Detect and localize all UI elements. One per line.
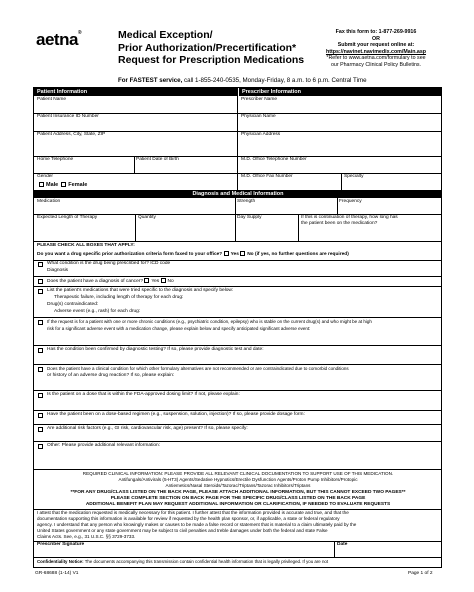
- fax-line-1: Fax this form to: 1-877-269-9916: [335, 29, 417, 35]
- day-supply-label: Day Supply: [237, 215, 262, 220]
- continuation-label-2: the patient been on the medication?: [301, 221, 378, 226]
- dob-label: Patient Date of Birth: [136, 157, 179, 162]
- office-phone-label: M.D. Office Telephone Number: [241, 157, 307, 162]
- q7b-text: or history of an adverse drug reaction? If so, please explain:: [47, 373, 175, 378]
- quantity-label: Quantity: [138, 215, 156, 220]
- logo-mark: ®: [77, 30, 82, 36]
- fax-line-5: *Refer to www.aetna.com/formulary to see: [326, 55, 426, 62]
- required-line-2: Antifungals/Antivirals (5-HT3) Agents/Sedative Hypnotics/Erectile Dysfunction Agents/Proton Pump Inhibitors/Protopic: [118, 477, 358, 482]
- divider: [337, 198, 338, 214]
- prescriber-signature-label: Prescriber Signature: [37, 542, 85, 547]
- center-divider: [237, 88, 238, 190]
- divider: [34, 317, 442, 318]
- continuation-label-1: If this is continuation of therapy, how long has: [301, 215, 398, 220]
- prescriber-name-label: Prescriber Name: [241, 97, 277, 102]
- navinet-link[interactable]: https://navinet.navimedix.com/Main.asp: [325, 48, 427, 55]
- divider: [34, 441, 442, 442]
- q1-yes-checkbox[interactable]: [224, 251, 229, 256]
- attest-line-5: Claims Acts. See, e.g., 31 U.S.C. §§ 3729-3733.: [37, 534, 136, 539]
- title-line-2: Prior Authorization/Precertification*: [118, 41, 297, 54]
- female-label: Female: [68, 182, 88, 188]
- fax-instructions: [310, 29, 442, 69]
- attest-line-3: agency. I understand that any person who knowingly makes or causes to be made a false record or statement that is material to a claim ultimately paid by the: [37, 522, 357, 527]
- divider: [341, 173, 342, 190]
- title-line-3: Request for Prescription Medications: [118, 54, 305, 66]
- fastest-service: [118, 77, 367, 84]
- q1-yes-label: Yes: [230, 251, 239, 257]
- patient-header: Patient Information: [34, 88, 238, 96]
- gender-options: [39, 182, 87, 188]
- patient-name-label: Patient Name: [37, 97, 67, 102]
- q11-checkbox[interactable]: [38, 444, 43, 449]
- patient-insurance-label: Patient Insurance ID Number: [37, 114, 99, 119]
- strength-label: Strength: [237, 199, 256, 204]
- check-all-heading: PLEASE CHECK ALL BOXES THAT APPLY:: [37, 243, 135, 248]
- q9-checkbox[interactable]: [38, 413, 43, 418]
- physician-name-label: Physician Name: [241, 114, 276, 119]
- q3-yes-label: Yes: [151, 278, 160, 284]
- divider: [34, 364, 442, 365]
- required-line-1: REQUIRED CLINICAL INFORMATION: PLEASE PROVIDE ALL RELEVANT CLINICAL DOCUMENTATION TO SUPPORT USE OF THIS MEDICATION.: [82, 471, 394, 476]
- q5b-text: risk for a significant adverse event with a medication change, please explain below and specify anticipated significant adverse event:: [47, 326, 311, 331]
- form-code: GR-68688 (1-14) V1: [35, 571, 79, 576]
- divider: [334, 541, 335, 557]
- logo-text: aetna: [36, 30, 78, 49]
- divider: [134, 156, 135, 173]
- q3-text: Does the patient have a diagnosis of cancer?: [47, 278, 144, 284]
- divider: [135, 214, 136, 241]
- divider: [34, 173, 238, 174]
- prescriber-header: Prescriber Information: [238, 88, 442, 96]
- q2-diagnosis: Diagnosis: [47, 268, 69, 273]
- q4-checkbox[interactable]: [38, 289, 43, 294]
- confidentiality-label: Confidentiality Notice:: [37, 559, 84, 564]
- question-3: [47, 278, 174, 285]
- diagnosis-header: Diagnosis and Medical Information: [34, 190, 442, 198]
- confidentiality-notice: [37, 559, 441, 564]
- attest-line-4: United States government or any state government may be subject to civil penalties and treble damages under both the federal and state False: [37, 528, 328, 533]
- q5-checkbox[interactable]: [38, 320, 43, 325]
- physician-address-label: Physician Address: [241, 132, 281, 137]
- q6-checkbox[interactable]: [38, 348, 43, 353]
- divider: [34, 469, 442, 470]
- q3-yes-checkbox[interactable]: [144, 278, 149, 283]
- divider: [34, 541, 442, 542]
- divider: [34, 557, 442, 558]
- question-1: [37, 251, 349, 258]
- frequency-label: Frequency: [339, 199, 362, 204]
- q1-text: Do you want a drug specific prior authorization criteria form faxed to your office?: [37, 251, 223, 257]
- q8-checkbox[interactable]: [38, 393, 43, 398]
- q5-text: If the request is for a patient with one or more chronic conditions (e.g., psychiatric condition, epilepsy) who is stable on the current drug(s) and who might be at high: [47, 319, 372, 324]
- male-label: Male: [46, 182, 59, 188]
- q7-text: Does the patient have a clinical condition for which other formulary alternatives are not recommended or are contraindicated due to comorbid conditions: [47, 366, 349, 371]
- q8-text: Is the patient on a dose that is within the FDA-approved dosing limit? If not, please explain:: [47, 392, 240, 397]
- attest-line-2: documentation supporting this information is available for review if requested by the health plan sponsor, or, if applicable, a state or federal regulatory: [37, 516, 340, 521]
- divider: [34, 286, 442, 287]
- divider: [298, 214, 299, 241]
- home-phone-label: Home Telephone: [37, 157, 74, 162]
- q1-note: (if yes, no further questions are required): [254, 251, 349, 257]
- required-line-3: Antiemetics/Nasal Steroids/Tazorac/Triptans/Tazorac Inhibitors/Triptans: [165, 483, 311, 488]
- q4b-text: Drug(s) contraindicated:: [47, 302, 99, 307]
- fastest-rest: call 1-855-240-0535, Monday-Friday, 8 a.m. to 6 p.m. Central Time: [184, 77, 367, 84]
- q10-text: Are additional risk factors (e.g., GI risk, cardiovascular risk, age) present? If so, please specify:: [47, 426, 248, 431]
- page-number: Page 1 of 2: [408, 571, 433, 576]
- patient-address-label: Patient Address, City, State, ZIP: [37, 132, 106, 137]
- required-line-5: PLEASE COMPLETE SECTION ON BACK PAGE FOR THE SPECIFIC DRUG/CLASS LISTED ON THE BACK PAGE: [110, 496, 366, 501]
- female-checkbox[interactable]: [61, 182, 66, 187]
- q1-no-checkbox[interactable]: [240, 251, 245, 256]
- q3-no-checkbox[interactable]: [161, 278, 166, 283]
- divider: [34, 390, 442, 391]
- q4a-text: Therapeutic failure, including length of therapy for each drug:: [54, 295, 184, 300]
- q2-text: What condition is the drug being prescribed for? ICD code: [47, 261, 171, 266]
- aetna-logo: [36, 30, 81, 50]
- divider: [34, 345, 442, 346]
- office-fax-label: M.D. Office Fax Number: [241, 174, 293, 179]
- q3-no-label: No: [167, 278, 174, 284]
- divider: [34, 241, 442, 242]
- q11-text: Other: Please provide additional relevant information:: [47, 443, 161, 448]
- q4c-text: Adverse event (e.g., rash) for each drug:: [54, 309, 141, 314]
- q10-checkbox[interactable]: [38, 427, 43, 432]
- specialty-label: Specialty: [344, 174, 364, 179]
- q6-text: Has the condition been confirmed by diagnostic testing? If so, please provide diagnostic test and date:: [47, 347, 264, 352]
- q7-checkbox[interactable]: [38, 367, 43, 372]
- divider: [235, 198, 236, 214]
- form-body: [33, 87, 442, 568]
- q2-checkbox[interactable]: [38, 262, 43, 267]
- q4-text: List the patient's medications that were tried specific to the diagnosis and specify below:: [47, 288, 234, 293]
- gender-label: Gender: [37, 174, 53, 179]
- fax-line-6: our Pharmacy Clinical Policy Bulletins.: [330, 61, 422, 68]
- divider: [34, 276, 442, 277]
- title-line-1: Medical Exception/: [118, 29, 213, 41]
- q9-text: Have the patient been on a dose-based regimen (e.g., suspension, solution, injection)? If so, please provide dosage form:: [47, 412, 305, 417]
- divider: [235, 214, 236, 241]
- required-line-6: ADDITIONAL BENEFIT PLAN MAY REQUEST ADDITIONAL INFORMATION OR CLARIFICATION, IF NEEDED TO EVALUATE REQUESTS: [85, 502, 391, 507]
- medication-label: Medication: [37, 199, 61, 204]
- male-checkbox[interactable]: [39, 182, 44, 187]
- date-label: Date: [337, 542, 348, 547]
- confidentiality-line-1: The documents accompanying this transmission contain confidential health information that is legally privileged. If you are not: [84, 559, 329, 564]
- q1-no-label: No: [247, 251, 254, 257]
- fastest-lead: For FASTEST service,: [118, 77, 183, 84]
- fax-line-3: Submit your request online at:: [337, 42, 415, 49]
- fax-line-2: OR: [372, 35, 380, 42]
- divider: [34, 410, 442, 411]
- divider: [34, 424, 442, 425]
- required-line-4: **FOR ANY DRUG/CLASS LISTED ON THE BACK PAGE, PLEASE ATTACH ADDITIONAL INFORMATION, BUT THIS CANNOT EXCEED TWO PAGES**: [70, 490, 406, 495]
- form-title: [118, 29, 304, 67]
- length-label: Expected Length of Therapy: [37, 215, 98, 220]
- attest-line-1: I attest that the medication requested is medically necessary for this patient. I further attest that the information provided is accurate and true, and that the: [37, 510, 349, 515]
- q3-checkbox[interactable]: [38, 279, 43, 284]
